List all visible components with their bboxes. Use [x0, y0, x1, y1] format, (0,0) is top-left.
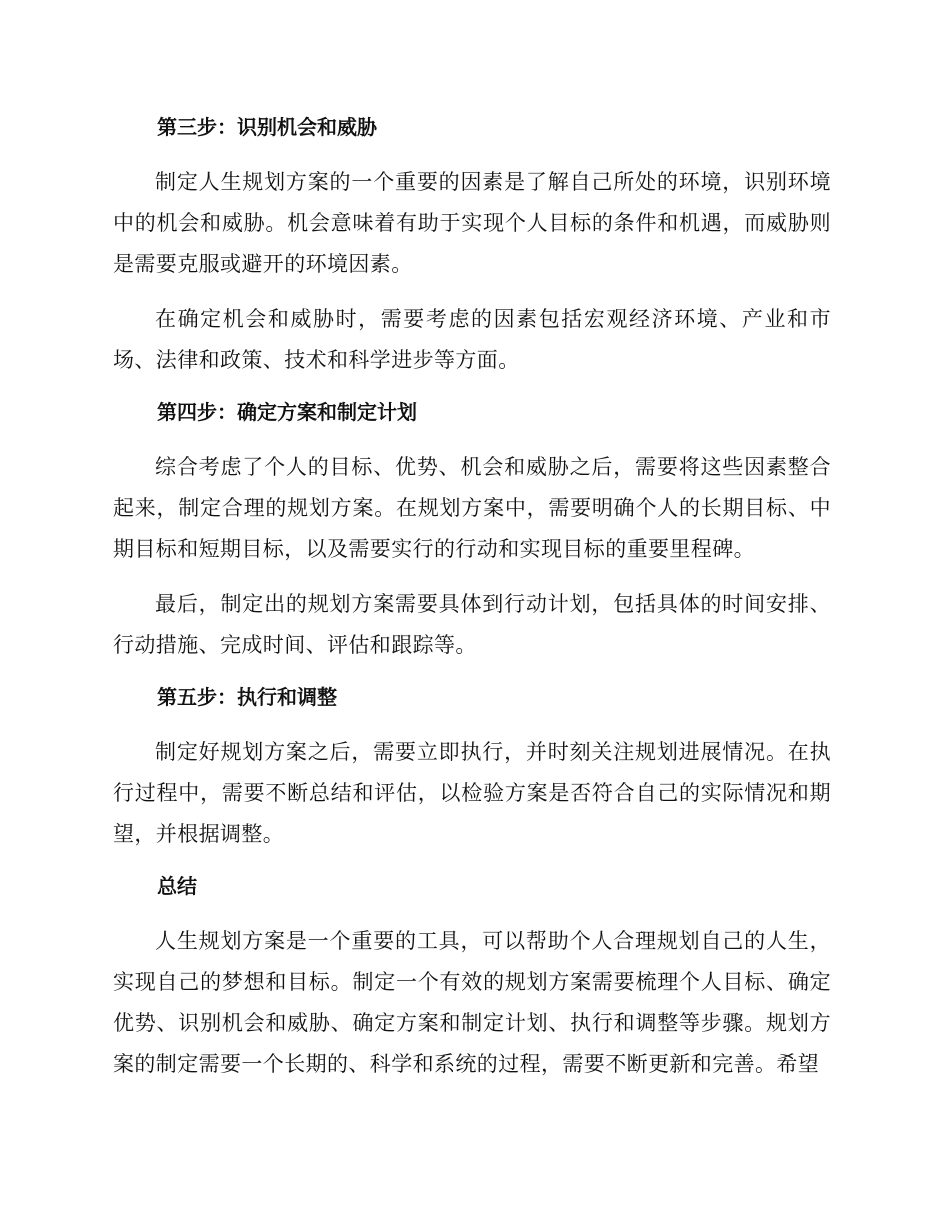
spacer	[113, 570, 831, 584]
section-heading-step-four: 第四步：确定方案和制定计划	[157, 400, 417, 424]
section-heading-summary: 总结	[157, 874, 197, 898]
paragraph: 在确定机会和威胁时，需要考虑的因素包括宏观经济环境、产业和市场、法律和政策、技术和科学进步等方面。	[113, 307, 831, 372]
spacer	[113, 429, 831, 447]
spacer	[113, 285, 831, 299]
document-page	[113, 110, 831, 1085]
paragraph: 人生规划方案是一个重要的工具，可以帮助个人合理规划自己的人生，实现自己的梦想和目标。制定一个有效的规划方案需要梳理个人目标、确定优势、识别机会和威胁、确定方案和制定计划、执行和调整等步骤。规划方案的制定需要一个长期的、科学和系统的过程，需要不断更新和完善。希望	[113, 929, 831, 1076]
spacer	[113, 855, 831, 869]
paragraph: 制定人生规划方案的一个重要的因素是了解自己所处的环境，识别环境中的机会和威胁。机会意味着有助于实现个人目标的条件和机遇，而威胁则是需要克服或避开的环境因素。	[113, 170, 831, 276]
spacer	[113, 714, 831, 732]
section-heading-step-three: 第三步：识别机会和威胁	[157, 115, 377, 139]
spacer	[113, 903, 831, 921]
spacer	[113, 666, 831, 680]
paragraph: 综合考虑了个人的目标、优势、机会和威胁之后，需要将这些因素整合起来，制定合理的规划方案。在规划方案中，需要明确个人的长期目标、中期目标和短期目标，以及需要实行的行动和实现目标的重要里程碑。	[113, 455, 831, 561]
spacer	[113, 144, 831, 162]
spacer	[113, 381, 831, 395]
paragraph: 最后，制定出的规划方案需要具体到行动计划，包括具体的时间安排、行动措施、完成时间、评估和跟踪等。	[113, 592, 831, 657]
section-heading-step-five: 第五步：执行和调整	[157, 685, 337, 709]
paragraph: 制定好规划方案之后，需要立即执行，并时刻关注规划进展情况。在执行过程中，需要不断总结和评估，以检验方案是否符合自己的实际情况和期望，并根据调整。	[113, 740, 831, 846]
